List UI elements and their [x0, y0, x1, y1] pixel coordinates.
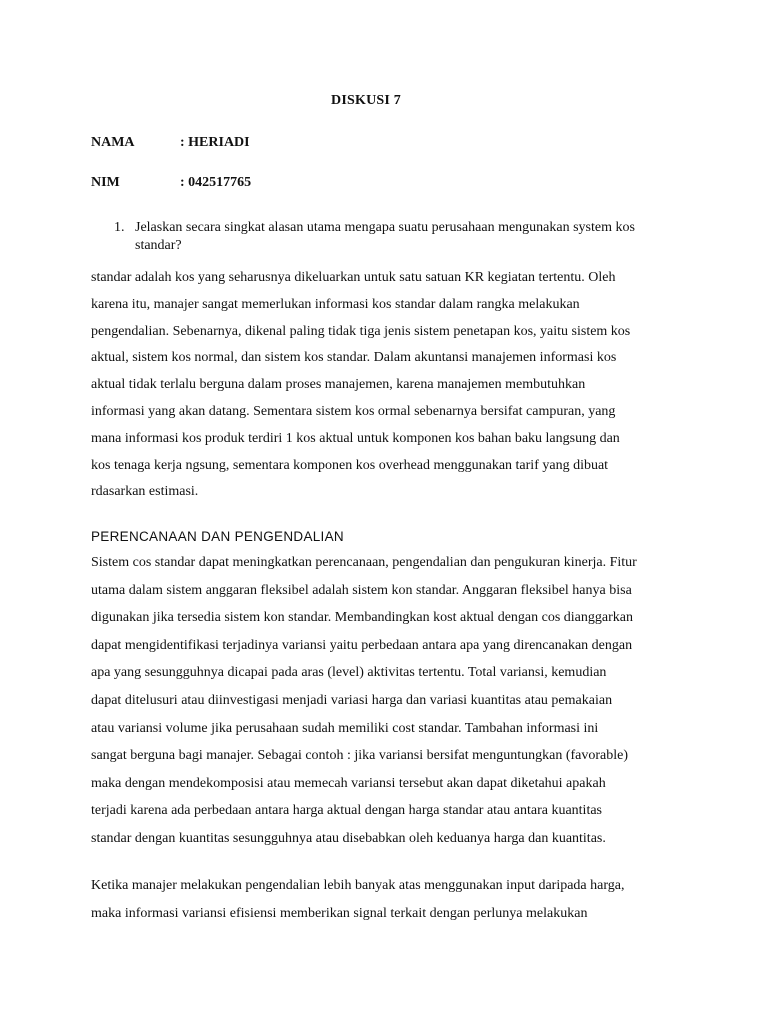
text-line: pengendalian. Sebenarnya, dikenal paling tidak tiga jenis sistem penetapan kos, yaitu sistem kos: [91, 323, 631, 339]
section-heading: PERENCANAAN DAN PENGENDALIAN: [91, 529, 344, 544]
text-line: aktual tidak terlalu berguna dalam proses manajemen, karena manajemen membutuhkan: [91, 377, 586, 393]
text-line: terjadi karena ada perbedaan antara harga aktual dengan harga standar atau antara kuantitas: [91, 803, 602, 819]
question-text: Jelaskan secara singkat alasan utama mengapa suatu perusahaan mengunakan system kos standar?: [135, 220, 635, 253]
text-line: maka dengan mendekomposisi atau memecah variansi tersebut akan dapat diketahui apakah: [91, 775, 606, 791]
text-line: mana informasi kos produk terdiri 1 kos aktual untuk komponen kos bahan baku langsung dan: [91, 430, 620, 446]
text-line: maka informasi variansi efisiensi memberikan signal terkait dengan perlunya melakukan: [91, 905, 588, 921]
name-value: : HERIADI: [180, 135, 250, 150]
question-number: 1.: [114, 220, 125, 235]
name-label: NAMA: [91, 135, 135, 150]
nim-field: [91, 175, 251, 191]
text-line: digunakan jika tersedia sistem kon standar. Membandingkan kost aktual dengan cos dianggarkan: [91, 610, 633, 626]
text-line: apa yang sesungguhnya dicapai pada aras (level) aktivitas tertentu. Total variansi, kemudian: [91, 665, 607, 681]
nim-label: NIM: [91, 175, 120, 190]
nim-value: : 042517765: [180, 175, 252, 190]
text-line: karena itu, manajer sangat memerlukan informasi kos standar dalam rangka melakukan: [91, 296, 580, 312]
text-line: standar dengan kuantitas sesungguhnya atau disebabkan oleh keduanya harga dan kuantitas.: [91, 831, 606, 846]
text-line: informasi yang akan datang. Sementara sistem kos ormal sebenarnya bersifat campuran, yang: [91, 404, 616, 419]
text-line: utama dalam sistem anggaran fleksibel adalah sistem kon standar. Anggaran fleksibel hanya bisa: [91, 582, 632, 598]
text-line: sangat berguna bagi manajer. Sebagai contoh : jika variansi bersifat menguntungkan (favorable): [91, 748, 629, 764]
text-line: Ketika manajer melakukan pengendalian lebih banyak atas menggunakan input daripada harga,: [91, 878, 625, 893]
text-line: aktual, sistem kos normal, dan sistem kos standar. Dalam akuntansi manajemen informasi kos: [91, 350, 617, 366]
text-line: dapat ditelusuri atau diinvestigasi menjadi variasi harga dan variasi kuantitas atau pemakaian: [91, 693, 613, 708]
document-title: DISKUSI 7: [331, 93, 401, 108]
text-line: kos tenaga kerja ngsung, sementara komponen kos overhead menggunakan tarif yang dibuat: [91, 457, 609, 473]
text-line: standar adalah kos yang seharusnya dikeluarkan untuk satu satuan KR kegiatan tertentu. Oleh: [91, 270, 616, 285]
text-line: dapat mengidentifikasi terjadinya variansi yaitu perbedaan antara apa yang direncanakan dengan: [91, 637, 633, 653]
text-line: rdasarkan estimasi.: [91, 484, 199, 500]
name-field: [91, 135, 250, 151]
text-line: Sistem cos standar dapat meningkatkan perencanaan, pengendalian dan pengukuran kinerja. Fitur: [91, 555, 637, 570]
text-line: atau variansi volume jika perusahaan sudah memiliki cost standar. Tambahan informasi ini: [91, 720, 599, 736]
